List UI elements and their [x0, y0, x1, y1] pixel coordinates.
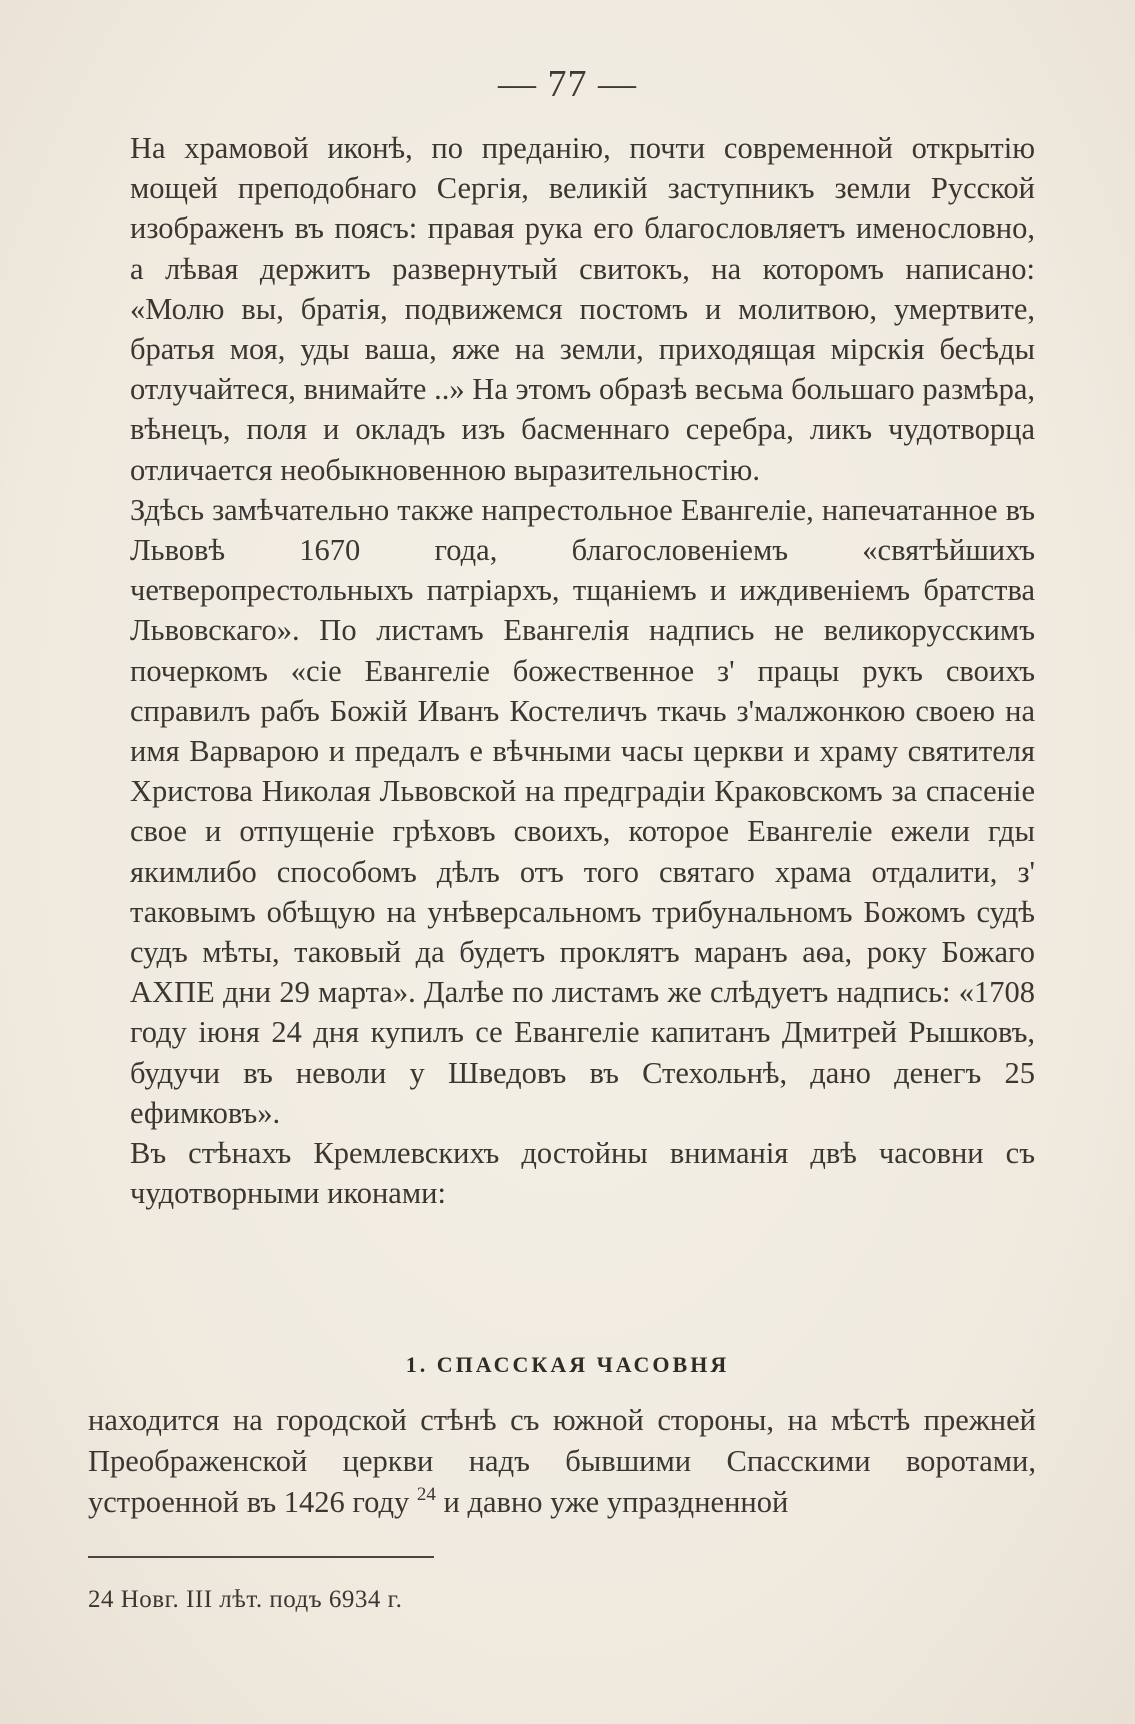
paragraph [88, 1400, 1036, 1523]
footnote: 24 Новг. III лѣт. подъ 6934 г. [88, 1586, 403, 1613]
paragraph: Въ стѣнахъ Кремлевскихъ достойны вниманія двѣ часовни съ чудотворными иконами: [130, 1136, 1035, 1211]
page-number: — 77 — [498, 63, 637, 105]
paragraph: На храмовой иконѣ, по преданію, почти современной открытію мощей преподобнаго Сергія, великій заступникъ земли Русской изображенъ въ поясъ: правая рука его благословляетъ именословно, а лѣвая держитъ развернутый свитокъ, на которомъ написано: «Молю вы, братія, подвижемся постомъ и молитвою, умертвите, братья моя, уды ваша, яже на земли, приходящая мірскія бесѣды отлучайтеся, внимайте ..» На этомъ образѣ весьма большаго размѣра, вѣнецъ, поля и окладъ изъ басменнаго серебра, ликъ чудотворца отличается необыкновенною выразительностію. [130, 131, 1035, 487]
footnote-reference: 24 [416, 1484, 436, 1505]
section-text-part: и давно уже упраздненной [435, 1485, 789, 1519]
footnote-divider [88, 1556, 434, 1558]
paragraph: Здѣсь замѣчательно также напрестольное Евангеліе, напечатанное въ Львовѣ 1670 года, благословеніемъ «святѣйшихъ четверопрестольныхъ патріархъ, тщаніемъ и иждивеніемъ братства Львовскаго». По листамъ Евангелія надпись не великорусскимъ почеркомъ «сіе Евангеліе божественное з' працы рукъ своихъ справилъ рабъ Божій Иванъ Костеличъ ткачь з'малжонкою своею на имя Варварою и предалъ е вѣчными часы церкви и храму святителя Христова Николая Львовской на предградіи Краковскомъ за спасеніе свое и отпущеніе грѣховъ своихъ, которое Евангеліе ежели гды якимлибо способомъ дѣлъ отъ того святаго храма отдалити, з' таковымъ обѣщую на унѣверсальномъ трибунальномъ Божомъ судѣ судъ мѣты, таковый да будетъ проклятъ маранъ аѳа, року Божаго АХПЕ дни 29 марта». Далѣе по листамъ же слѣдуетъ надпись: «1708 году іюня 24 дня купилъ се Евангеліе капитанъ Дмитрей Рышковъ, будучи въ неволи у Шведовъ въ Стехольнѣ, дано денегъ 25 ефимковъ». [130, 492, 1035, 1130]
section-heading: 1. СПАССКАЯ ЧАСОВНЯ [405, 1352, 730, 1377]
main-text [130, 128, 1035, 1213]
section-text-part: находится на городской стѣнѣ съ южной стороны, на мѣстѣ прежней Преображенской церкви надъ бывшими Спасскими воротами, устроенной въ 1426 году [88, 1403, 1036, 1519]
section-text [88, 1400, 1036, 1523]
